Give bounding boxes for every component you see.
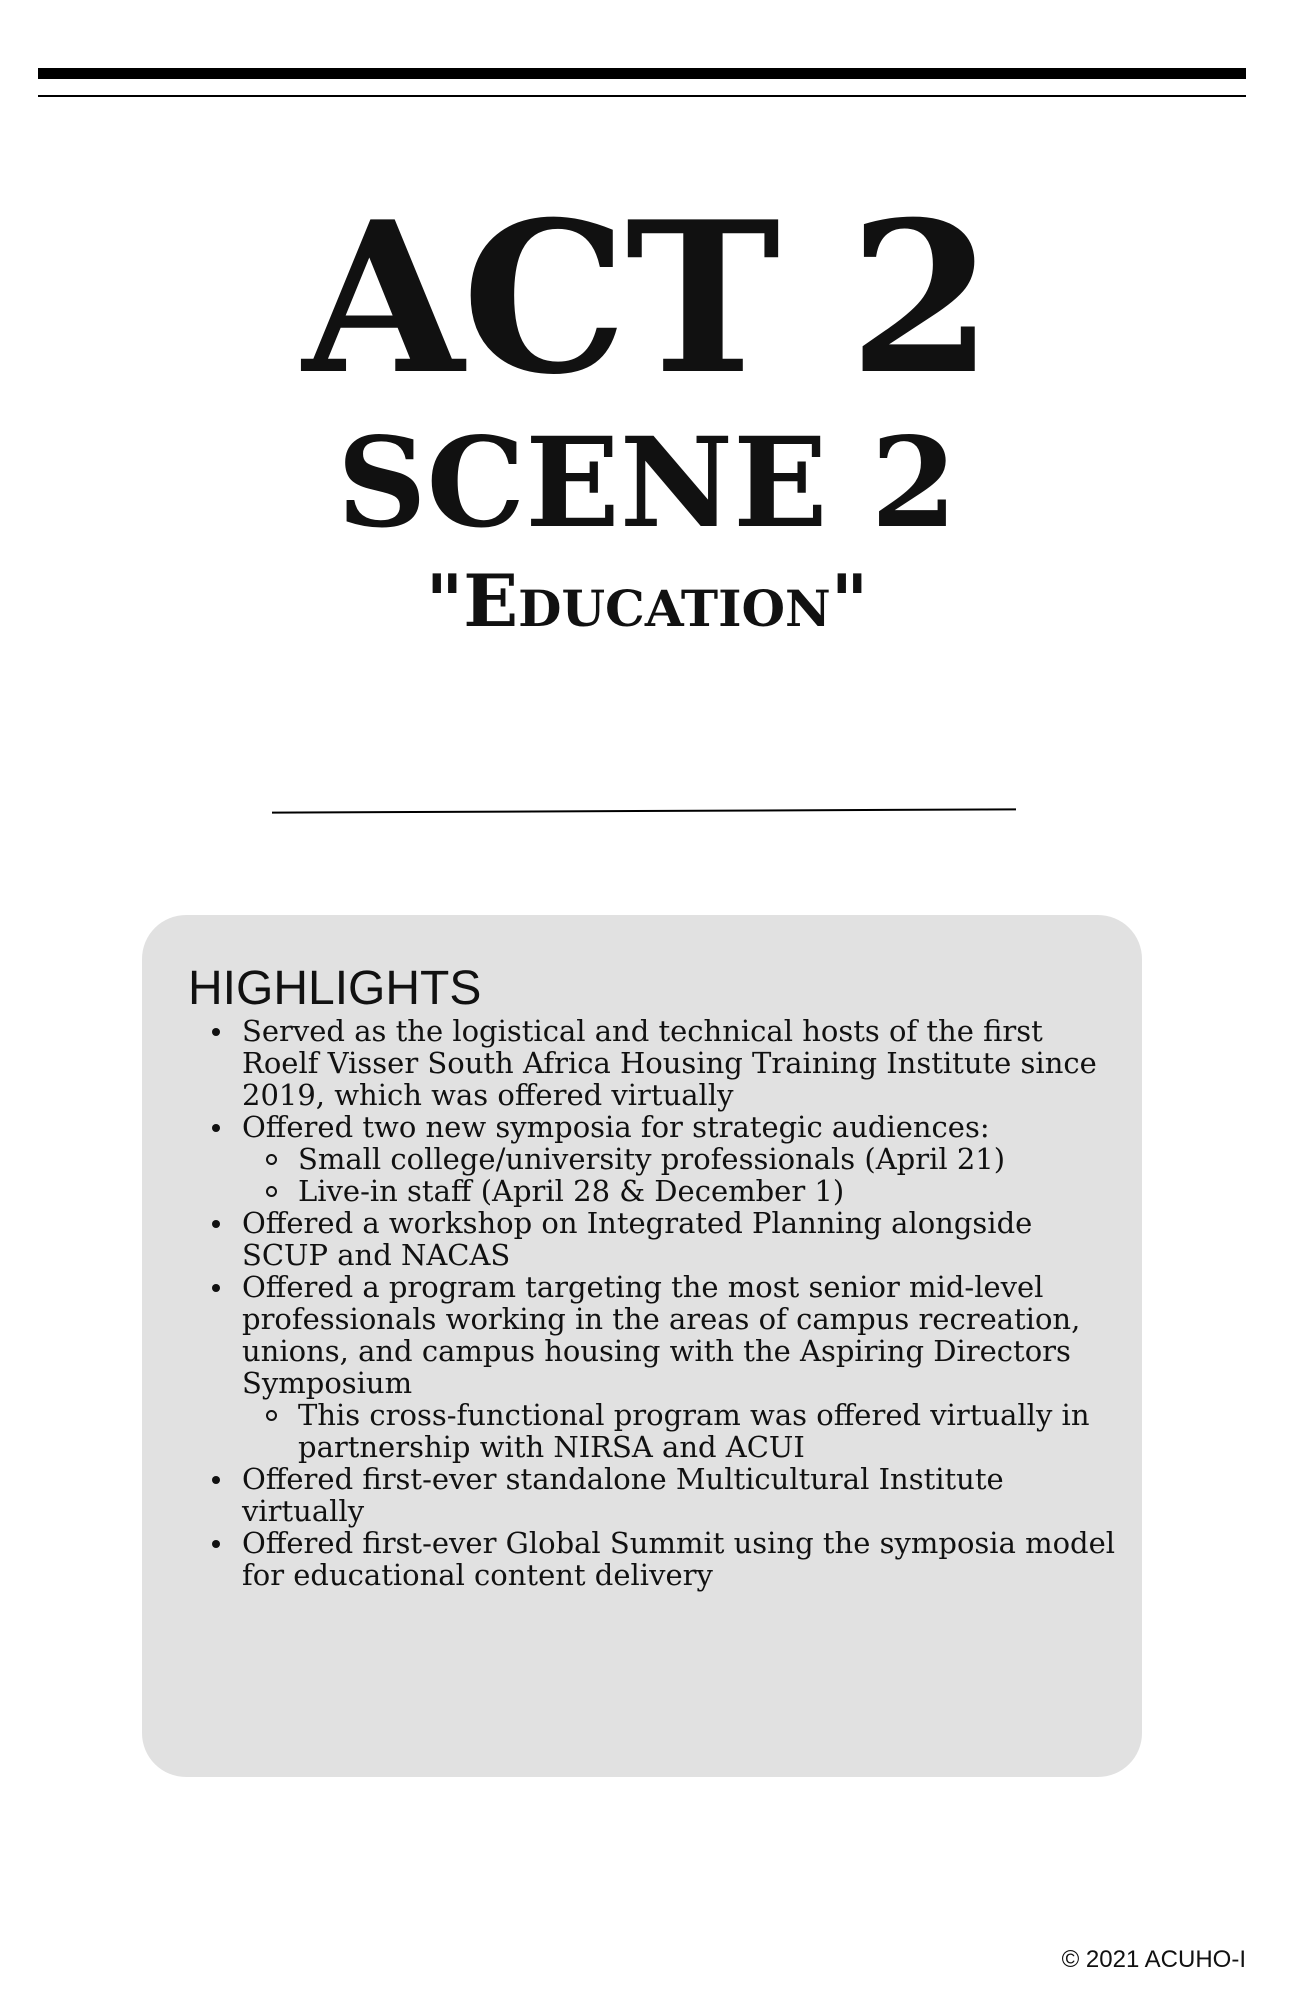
act-title: ACT 2 xyxy=(302,177,992,421)
scene-subtitle: "Education" xyxy=(425,558,869,643)
list-item-text: Offered first-ever standalone Multicultural Institute virtually xyxy=(242,1462,1004,1528)
list-item xyxy=(242,1271,1122,1463)
highlights-list xyxy=(242,1015,1122,1591)
list-item xyxy=(242,1527,1122,1591)
sub-list-item: Live-in staff (April 28 & December 1) xyxy=(298,1175,1122,1207)
sub-list-item: This cross-functional program was offered virtually in partnership with NIRSA and ACUI xyxy=(298,1399,1122,1463)
sub-list xyxy=(242,1143,1122,1207)
highlights-title: HIGHLIGHTS xyxy=(188,962,482,1015)
top-rule-thin xyxy=(38,95,1246,97)
copyright-notice: © 2021 ACUHO-I xyxy=(1061,1946,1246,1973)
list-item-text: Offered first-ever Global Summit using the symposia model for educational content delivery xyxy=(242,1526,1116,1592)
list-item-text: Served as the logistical and technical hosts of the first Roelf Visser South Africa Housing Training Institute since 2019, which was offered virtually xyxy=(242,1014,1097,1112)
top-rule-thick xyxy=(38,68,1246,79)
highlights-panel xyxy=(142,915,1142,1777)
list-item xyxy=(242,1463,1122,1527)
list-item xyxy=(242,1015,1122,1111)
sub-list xyxy=(242,1399,1122,1463)
scene-title: SCENE 2 xyxy=(336,411,958,556)
list-item xyxy=(242,1111,1122,1207)
sub-list-item: Small college/university professionals (April 21) xyxy=(298,1143,1122,1175)
list-item-text: Offered a program targeting the most senior mid-level professionals working in the areas of campus recreation, unions, and campus housing with the Aspiring Directors Symposium xyxy=(242,1270,1081,1400)
section-divider xyxy=(272,808,1016,813)
list-item xyxy=(242,1207,1122,1271)
list-item-text: Offered two new symposia for strategic audiences: xyxy=(242,1110,990,1144)
list-item-text: Offered a workshop on Integrated Planning alongside SCUP and NACAS xyxy=(242,1206,1033,1272)
